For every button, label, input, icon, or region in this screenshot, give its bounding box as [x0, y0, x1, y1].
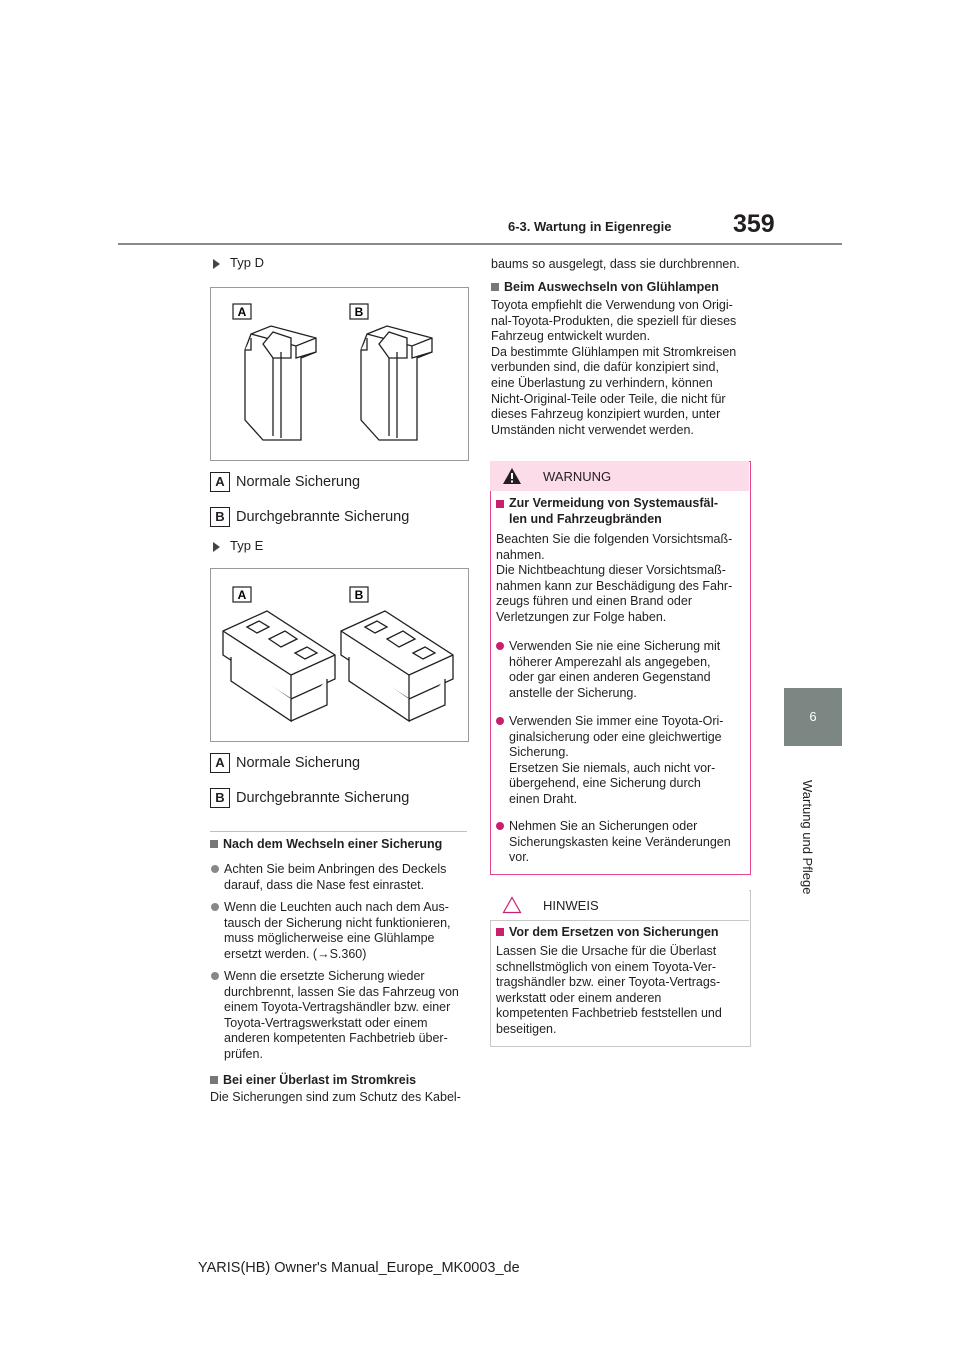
notice-heading: Vor dem Ersetzen von Sicherungen [496, 925, 719, 941]
figure-type-d [210, 287, 469, 461]
heading-overload: Bei einer Überlast im Stromkreis [210, 1073, 416, 1089]
dot-bullet-icon [211, 865, 219, 873]
heading-bulbs: Beim Auswechseln von Glühlampen [491, 280, 719, 296]
dot-bullet-icon [496, 822, 504, 830]
key-b-text: B [354, 305, 364, 319]
paragraph-bulbs: Toyota empfiehlt die Verwendung von Origi- nal-Toyota-Produkten, die speziell für dieses Fahrzeug entwickelt wurden. Da bestimmte Glühlampen mit Stromkreisen verbunden sind, die dafür konzipiert sind, eine Überlastung zu verhindern, können Nicht-Original-Teile oder Teile, die nicht für dieses Fahrzeug konzipiert wurden, unter Umständen nicht verwendet werden. [491, 298, 737, 437]
label-normal-fuse-e: A Normale Sicherung [210, 753, 360, 773]
figure-type-e [210, 568, 469, 742]
chapter-label: Wartung und Pflege [800, 780, 815, 895]
label-normal-fuse-d: A Normale Sicherung [210, 472, 360, 492]
section-title: 6-3. Wartung in Eigenregie [508, 219, 672, 234]
square-bullet-icon [210, 1076, 218, 1084]
warning-header [490, 461, 749, 491]
dot-bullet-icon [211, 903, 219, 911]
dot-bullet-icon [496, 717, 504, 725]
notice-paragraph: Lassen Sie die Ursache für die Überlast schnellstmöglich von einem Toyota-Ver- tragshändler bzw. einer Toyota-Vertrags- werkstatt oder einem anderen kompetenten Fachbetrieb feststellen und beseitigen. [496, 944, 722, 1036]
dot-bullet-icon [496, 642, 504, 650]
paragraph-overload-cont: baums so ausgelegt, dass sie durchbrennen. [491, 257, 740, 271]
type-e-heading: Typ E [213, 538, 263, 553]
fuse-e-normal [223, 611, 335, 721]
paragraph-overload: Die Sicherungen sind zum Schutz des Kabel- [210, 1090, 461, 1104]
footer-manual-id: YARIS(HB) Owner's Manual_Europe_MK0003_de [198, 1260, 520, 1276]
label-blown-fuse-d: B Durchgebrannte Sicherung [210, 507, 409, 527]
fuse-type-e-illustration [211, 569, 468, 741]
notice-header [490, 890, 749, 921]
key-b: B [210, 788, 230, 808]
key-a: A [210, 753, 230, 773]
arrow-icon [213, 542, 220, 552]
key-b-text: B [354, 588, 364, 602]
page-number: 359 [733, 210, 775, 238]
square-bullet-icon [496, 928, 504, 936]
square-bullet-icon [491, 283, 499, 291]
fuse-type-d-illustration [211, 288, 468, 460]
chapter-tab: 6 [784, 688, 842, 746]
heading-after-replace: Nach dem Wechseln einer Sicherung [210, 837, 442, 853]
type-d-heading: Typ D [213, 255, 264, 270]
key-a-text: A [237, 305, 247, 319]
key-b: B [210, 507, 230, 527]
dot-bullet-icon [211, 972, 219, 980]
warning-title: WARNUNG [543, 469, 612, 484]
key-a: A [210, 472, 230, 492]
fuse-d-blown [361, 326, 432, 440]
warning-paragraph: Beachten Sie die folgenden Vorsichtsmaß- nahmen. Die Nichtbeachtung dieser Vorsichtsmaß- nahmen kann zur Beschädigung des Fahr- zeugs führen und einen Brand oder Verletzungen zur Folge haben. [496, 532, 733, 624]
notice-triangle-icon [502, 896, 522, 914]
arrow-icon [213, 259, 220, 269]
square-bullet-icon [496, 500, 504, 508]
square-bullet-icon [210, 840, 218, 848]
fuse-e-blown [341, 611, 453, 721]
label-blown-fuse-e: B Durchgebrannte Sicherung [210, 788, 409, 808]
header-rule [118, 243, 842, 245]
warning-triangle-icon [502, 467, 522, 485]
notice-title: HINWEIS [543, 898, 599, 913]
section-divider [210, 831, 467, 832]
fuse-d-normal [245, 326, 316, 440]
key-a-text: A [237, 588, 247, 602]
